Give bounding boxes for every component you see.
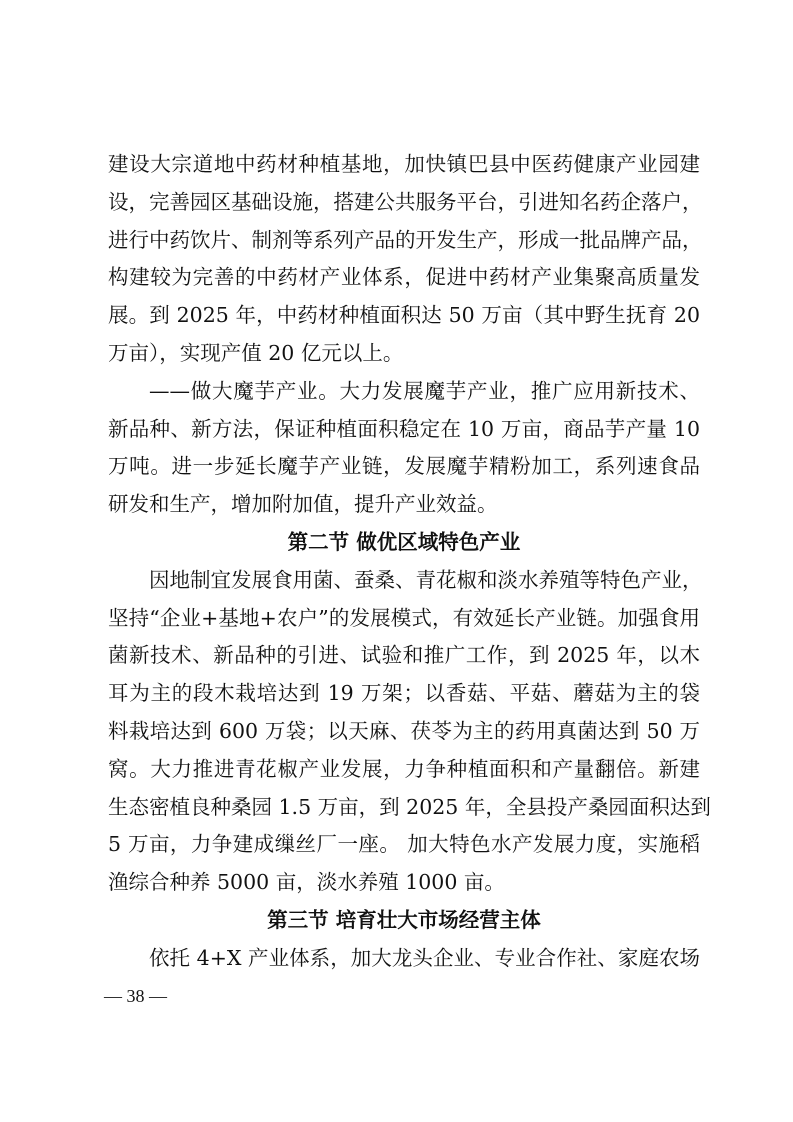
text-line: 菌新技术、新品种的引进、试验和推广工作，到 2025 年，以木: [108, 643, 700, 668]
page-number: — 38 —: [104, 986, 167, 1006]
text-line: 万吨。进一步延长魔芋产业链，发展魔芋精粉加工，系列速食品: [108, 454, 700, 479]
text-line: 展。到 2025 年，中药材种植面积达 50 万亩（其中野生抚育 20: [108, 303, 700, 328]
text-line: 生态密植良种桑园 1.5 万亩，到 2025 年，全县投产桑园面积达到: [108, 794, 711, 819]
paragraph-market-entities: [108, 940, 700, 978]
text-line: 依托 4+X 产业体系，加大龙头企业、专业合作社、家庭农场: [149, 945, 700, 970]
text-line: 5 万亩，力争建成缫丝厂一座。 加大特色水产发展力度，实施稻: [108, 832, 700, 857]
section-heading-2: 第二节 做优区域特色产业: [287, 529, 521, 554]
text-line: 进行中药饮片、制剂等系列产品的开发生产，形成一批品牌产品，: [108, 227, 703, 252]
text-line: 万亩），实现产值 20 亿元以上。: [108, 340, 404, 365]
text-line: 坚持“企业+基地+农户”的发展模式，有效延长产业链。加强食用: [108, 605, 700, 630]
text-line: 研发和生产，增加附加值，提升产业效益。: [108, 492, 498, 517]
text-line: 构建较为完善的中药材产业体系，促进中药材产业集聚高质量发: [108, 265, 700, 290]
text-line: 料栽培达到 600 万袋；以天麻、茯苓为主的药用真菌达到 50 万: [108, 718, 700, 743]
document-body: [108, 146, 711, 978]
text-line: 窝。大力推进青花椒产业发展，力争种植面积和产量翻倍。新建: [108, 756, 700, 781]
text-line: 设，完善园区基础设施，搭建公共服务平台，引进知名药企落户，: [108, 189, 703, 214]
paragraph-tcm: [108, 146, 703, 373]
text-line: 建设大宗道地中药材种植基地，加快镇巴县中医药健康产业园建: [108, 152, 700, 176]
text-line: 耳为主的段木栽培达到 19 万架；以香菇、平菇、蘑菇为主的袋: [108, 681, 700, 706]
text-line: 新品种、新方法，保证种植面积稳定在 10 万亩，商品芋产量 10: [108, 416, 700, 441]
paragraph-specialty-industries: [108, 562, 711, 902]
text-line: ——做大魔芋产业。大力发展魔芋产业，推广应用新技术、: [149, 378, 700, 403]
text-line: 因地制宜发展食用菌、蚕桑、青花椒和淡水养殖等特色产业，: [149, 567, 703, 592]
section-heading-3: 第三节 培育壮大市场经营主体: [267, 907, 541, 932]
text-line: 渔综合种养 5000 亩，淡水养殖 1000 亩。: [108, 870, 505, 895]
paragraph-konjac: [108, 373, 700, 524]
